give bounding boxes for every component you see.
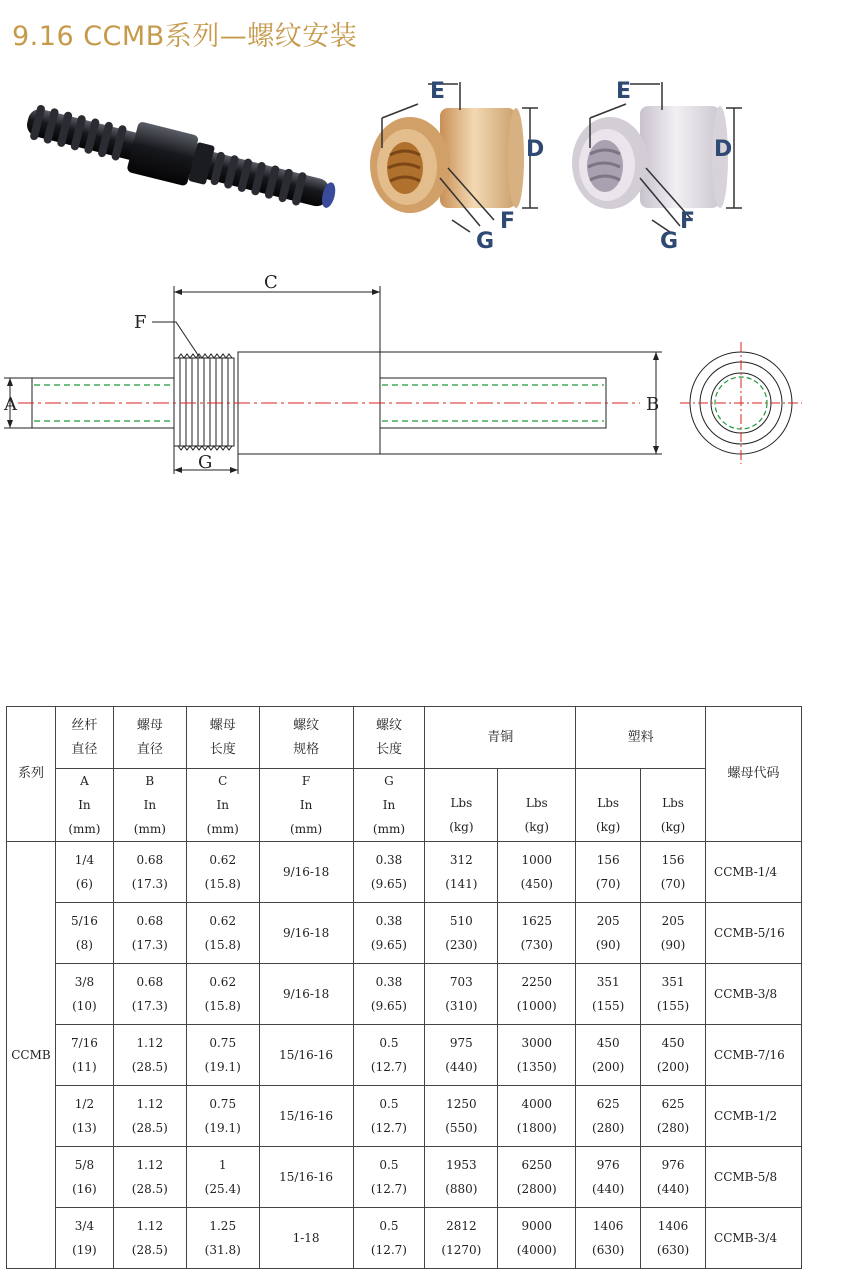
table-cell-b xyxy=(113,1086,186,1147)
header-bronze: 青铜 xyxy=(425,707,576,769)
cell-text: (880) xyxy=(445,1182,478,1196)
cell-text: 0.68 xyxy=(136,914,164,928)
cell-text: (90) xyxy=(660,938,686,952)
unit-cell xyxy=(576,769,641,842)
table-cell-b xyxy=(113,1208,186,1269)
table-cell-g xyxy=(353,1086,425,1147)
cell-text: (440) xyxy=(656,1182,690,1196)
table-cell-br2 xyxy=(498,1025,576,1086)
cell-text: 450 xyxy=(596,1036,620,1050)
unit-text: In xyxy=(299,798,313,812)
drawing-label-g: G xyxy=(198,452,213,473)
table-cell-br1 xyxy=(425,964,498,1025)
table-cell-pl2 xyxy=(641,1086,706,1147)
table-row xyxy=(7,903,802,964)
cell-text: (1270) xyxy=(441,1243,482,1257)
header-nut-len xyxy=(186,707,259,769)
header-series: 系列 xyxy=(7,707,56,842)
table-cell-g xyxy=(353,1147,425,1208)
table-row xyxy=(7,1208,802,1269)
table-row xyxy=(7,1086,802,1147)
table-cell-br2 xyxy=(498,842,576,903)
cell-text: (9.65) xyxy=(370,999,407,1013)
cell-text: (19.1) xyxy=(204,1060,241,1074)
spec-table xyxy=(6,706,802,1269)
cell-text: (310) xyxy=(445,999,478,1013)
unit-text: (mm) xyxy=(372,822,406,836)
table-cell-f: 1-18 xyxy=(259,1208,353,1269)
unit-text: In xyxy=(143,798,157,812)
cell-text: 0.68 xyxy=(136,975,164,989)
unit-text: G xyxy=(384,774,394,788)
table-cell-c xyxy=(186,1208,259,1269)
cell-text: 3000 xyxy=(521,1036,553,1050)
unit-text: (kg) xyxy=(595,820,621,834)
cell-text: (200) xyxy=(592,1060,625,1074)
table-cell-g xyxy=(353,1208,425,1269)
unit-text: Lbs xyxy=(450,796,473,810)
header-text: 长度 xyxy=(209,741,236,757)
cell-text: (10) xyxy=(72,999,97,1013)
unit-cell xyxy=(498,769,576,842)
table-row xyxy=(7,842,802,903)
header-text: 规格 xyxy=(293,741,320,757)
header-row-1 xyxy=(7,707,802,769)
table-cell-f: 9/16-18 xyxy=(259,903,353,964)
table-cell-br1 xyxy=(425,1086,498,1147)
cell-text: (28.5) xyxy=(131,1182,168,1196)
cell-text: (550) xyxy=(445,1121,478,1135)
nut-code-cell: CCMB-7/16 xyxy=(706,1025,802,1086)
cell-text: 975 xyxy=(449,1036,473,1050)
header-text: 螺纹 xyxy=(375,717,402,733)
header-thread-len xyxy=(353,707,425,769)
table-cell-c xyxy=(186,1147,259,1208)
unit-text: (kg) xyxy=(449,820,474,834)
cell-text: 1250 xyxy=(446,1097,477,1111)
cell-text: (4000) xyxy=(516,1243,557,1257)
nut-code-cell: CCMB-3/8 xyxy=(706,964,802,1025)
cell-text: (70) xyxy=(595,877,621,891)
cell-text: 1406 xyxy=(592,1219,624,1233)
cell-text: 1.25 xyxy=(209,1219,237,1233)
table-cell-pl1 xyxy=(576,1025,641,1086)
cell-text: 0.75 xyxy=(209,1097,237,1111)
photo-label-d: D xyxy=(526,137,545,162)
cell-text: (90) xyxy=(595,938,621,952)
cell-text: 205 xyxy=(661,914,685,928)
unit-text: (kg) xyxy=(524,820,549,834)
cell-text: 351 xyxy=(661,975,685,989)
nut-code-cell: CCMB-5/8 xyxy=(706,1147,802,1208)
header-text: 螺母 xyxy=(209,717,236,733)
cell-text: 0.75 xyxy=(209,1036,237,1050)
table-row xyxy=(7,1147,802,1208)
cell-text: 205 xyxy=(596,914,620,928)
table-cell-a xyxy=(55,964,113,1025)
nut-code-cell: CCMB-3/4 xyxy=(706,1208,802,1269)
cell-text: 450 xyxy=(661,1036,685,1050)
cell-text: (19) xyxy=(72,1243,97,1257)
cell-text: (141) xyxy=(445,877,478,891)
table-cell-a xyxy=(55,842,113,903)
cell-text: 312 xyxy=(449,853,473,867)
cell-text: (630) xyxy=(592,1243,625,1257)
table-cell-b xyxy=(113,964,186,1025)
table-cell-g xyxy=(353,964,425,1025)
cell-text: 625 xyxy=(596,1097,620,1111)
unit-cell xyxy=(425,769,498,842)
cell-text: (230) xyxy=(445,938,478,952)
cell-text: (12.7) xyxy=(370,1182,407,1196)
table-cell-a xyxy=(55,1025,113,1086)
cell-text: 0.68 xyxy=(136,853,164,867)
unit-text: B xyxy=(145,774,155,788)
cell-text: 0.62 xyxy=(209,975,237,989)
cell-text: 976 xyxy=(661,1158,685,1172)
cell-text: 1.12 xyxy=(136,1036,164,1050)
nut-code-cell: CCMB-1/2 xyxy=(706,1086,802,1147)
cell-text: 156 xyxy=(661,853,685,867)
page-title: 9.16 CCMB系列—螺纹安装 xyxy=(12,21,358,52)
table-row xyxy=(7,1025,802,1086)
cell-text: (13) xyxy=(72,1121,97,1135)
table-cell-br1 xyxy=(425,1147,498,1208)
technical-drawing xyxy=(0,262,858,492)
table-cell-br1 xyxy=(425,903,498,964)
cell-text: 1.12 xyxy=(136,1097,164,1111)
cell-text: (440) xyxy=(592,1182,625,1196)
table-cell-f: 15/16-16 xyxy=(259,1025,353,1086)
cell-text: (28.5) xyxy=(131,1243,168,1257)
cell-text: (70) xyxy=(660,877,686,891)
cell-text: (630) xyxy=(656,1243,690,1257)
header-text: 丝杆 xyxy=(71,717,98,733)
cell-text: (28.5) xyxy=(131,1060,168,1074)
unit-text: In xyxy=(382,798,396,812)
cell-text: 0.62 xyxy=(209,853,237,867)
unit-text: In xyxy=(78,798,91,812)
table-cell-pl1 xyxy=(576,1086,641,1147)
cell-text: (280) xyxy=(656,1121,690,1135)
cell-text: 703 xyxy=(449,975,473,989)
table-cell-c xyxy=(186,964,259,1025)
unit-cell xyxy=(113,769,186,842)
cell-text: (1350) xyxy=(516,1060,557,1074)
cell-text: 0.38 xyxy=(375,853,403,867)
drawing-label-f: F xyxy=(134,312,147,333)
table-cell-c xyxy=(186,1025,259,1086)
table-cell-pl2 xyxy=(641,1147,706,1208)
cell-text: 1.12 xyxy=(136,1158,164,1172)
cell-text: 0.62 xyxy=(209,914,237,928)
cell-text: (15.8) xyxy=(204,999,241,1013)
cell-text: (15.8) xyxy=(204,877,241,891)
header-screw-dia xyxy=(55,707,113,769)
cell-text: (25.4) xyxy=(204,1182,241,1196)
unit-cell xyxy=(353,769,425,842)
unit-text: A xyxy=(80,774,89,788)
cell-text: (155) xyxy=(656,999,690,1013)
thread-ticks xyxy=(178,354,232,450)
unit-text: Lbs xyxy=(525,796,548,810)
drawing-label-b: B xyxy=(646,394,660,415)
table-cell-b xyxy=(113,1025,186,1086)
nut-code-cell: CCMB-5/16 xyxy=(706,903,802,964)
product-photos xyxy=(0,60,858,270)
cell-text: 0.38 xyxy=(375,914,403,928)
cell-text: (15.8) xyxy=(204,938,241,952)
cell-text: 2250 xyxy=(521,975,553,989)
photo-label-d-2: D xyxy=(714,137,733,162)
cell-text: 976 xyxy=(596,1158,620,1172)
cell-text: 7/16 xyxy=(70,1036,98,1050)
photo-label-g-2: G xyxy=(660,229,679,254)
cell-text: 3/8 xyxy=(74,975,95,989)
table-cell-c xyxy=(186,1086,259,1147)
drawing-label-a: A xyxy=(4,394,17,415)
header-text: 直径 xyxy=(136,741,163,757)
cell-text: (16) xyxy=(72,1182,97,1196)
header-text: 螺纹 xyxy=(293,717,320,733)
table-cell-br1 xyxy=(425,1208,498,1269)
cell-text: 156 xyxy=(596,853,620,867)
cell-text: (17.3) xyxy=(131,938,168,952)
table-cell-pl1 xyxy=(576,964,641,1025)
cell-text: (12.7) xyxy=(370,1121,407,1135)
photo-label-f-2: F xyxy=(680,209,696,234)
unit-text: (mm) xyxy=(290,822,323,836)
table-cell-f: 9/16-18 xyxy=(259,964,353,1025)
dimension-arrows xyxy=(7,289,659,473)
cell-text: 5/8 xyxy=(74,1158,95,1172)
cell-text: 1000 xyxy=(521,853,553,867)
cell-text: 2812 xyxy=(446,1219,477,1233)
table-cell-c xyxy=(186,903,259,964)
drawing-label-c: C xyxy=(264,272,278,293)
cell-text: 9000 xyxy=(521,1219,553,1233)
table-cell-c xyxy=(186,842,259,903)
cell-text: (1000) xyxy=(516,999,557,1013)
photo-label-e: E xyxy=(430,79,446,104)
table-cell-br2 xyxy=(498,1086,576,1147)
unit-text: Lbs xyxy=(597,796,620,810)
table-cell-pl2 xyxy=(641,1025,706,1086)
header-row-units xyxy=(7,769,802,842)
table-cell-g xyxy=(353,842,425,903)
cell-text: 4000 xyxy=(521,1097,553,1111)
cell-text: (17.3) xyxy=(131,999,168,1013)
cell-text: 625 xyxy=(661,1097,685,1111)
header-thread-spec xyxy=(259,707,353,769)
cell-text: (12.7) xyxy=(370,1060,407,1074)
nut-code-cell: CCMB-1/4 xyxy=(706,842,802,903)
unit-cell xyxy=(55,769,113,842)
cell-text: (2800) xyxy=(516,1182,557,1196)
cell-text: 0.5 xyxy=(379,1097,399,1111)
table-cell-a xyxy=(55,1147,113,1208)
unit-text: In xyxy=(216,798,229,812)
cell-text: (280) xyxy=(592,1121,625,1135)
cell-text: 0.5 xyxy=(379,1158,399,1172)
cell-text: (11) xyxy=(72,1060,97,1074)
cell-text: 351 xyxy=(596,975,620,989)
cell-text: 6250 xyxy=(521,1158,553,1172)
table-cell-a xyxy=(55,903,113,964)
cell-text: (9.65) xyxy=(370,938,407,952)
header-plastic: 塑料 xyxy=(576,707,706,769)
cell-text: (440) xyxy=(445,1060,478,1074)
series-cell: CCMB xyxy=(7,842,56,1269)
cell-text: (200) xyxy=(656,1060,690,1074)
table-cell-b xyxy=(113,903,186,964)
photo-label-f: F xyxy=(500,209,516,234)
photo-label-e-2: E xyxy=(616,79,632,104)
header-text: 直径 xyxy=(71,741,98,757)
table-cell-g xyxy=(353,1025,425,1086)
table-cell-pl2 xyxy=(641,842,706,903)
table-cell-br2 xyxy=(498,1147,576,1208)
unit-text: F xyxy=(301,774,311,788)
table-cell-f: 9/16-18 xyxy=(259,842,353,903)
unit-text: C xyxy=(218,774,228,788)
cell-text: (12.7) xyxy=(370,1243,407,1257)
cell-text: (31.8) xyxy=(204,1243,241,1257)
table-cell-br2 xyxy=(498,903,576,964)
cell-text: (450) xyxy=(520,877,553,891)
cell-text: (6) xyxy=(75,877,93,891)
unit-cell xyxy=(641,769,706,842)
cell-text: 0.38 xyxy=(375,975,403,989)
table-row xyxy=(7,964,802,1025)
cell-text: 1625 xyxy=(521,914,553,928)
header-nut-dia xyxy=(113,707,186,769)
cell-text: (17.3) xyxy=(131,877,168,891)
table-cell-br2 xyxy=(498,964,576,1025)
table-cell-a xyxy=(55,1208,113,1269)
table-cell-g xyxy=(353,903,425,964)
cell-text: 510 xyxy=(449,914,473,928)
unit-text: Lbs xyxy=(662,796,684,810)
cell-text: (19.1) xyxy=(204,1121,241,1135)
cell-text: 1/4 xyxy=(74,853,95,867)
cell-text: 5/16 xyxy=(70,914,98,928)
cell-text: (1800) xyxy=(516,1121,557,1135)
table-cell-f: 15/16-16 xyxy=(259,1086,353,1147)
table-cell-pl2 xyxy=(641,964,706,1025)
header-text: 长度 xyxy=(375,741,402,757)
cell-text: 1 xyxy=(218,1158,227,1172)
end-view xyxy=(680,342,802,464)
cell-text: 1406 xyxy=(657,1219,689,1233)
table-cell-pl1 xyxy=(576,903,641,964)
table-cell-pl2 xyxy=(641,903,706,964)
cell-text: (155) xyxy=(592,999,625,1013)
header-text: 螺母 xyxy=(136,717,163,733)
screw-assembly-photo xyxy=(22,95,341,222)
table-cell-br1 xyxy=(425,842,498,903)
cell-text: 0.5 xyxy=(379,1036,399,1050)
cell-text: (8) xyxy=(75,938,93,952)
table-cell-pl1 xyxy=(576,842,641,903)
unit-text: (kg) xyxy=(660,820,686,834)
cell-text: 1953 xyxy=(446,1158,477,1172)
table-cell-b xyxy=(113,1147,186,1208)
unit-cell xyxy=(259,769,353,842)
cell-text: 0.5 xyxy=(379,1219,399,1233)
unit-cell xyxy=(186,769,259,842)
cell-text: (730) xyxy=(520,938,553,952)
table-cell-pl1 xyxy=(576,1208,641,1269)
table-cell-pl2 xyxy=(641,1208,706,1269)
photo-label-g: G xyxy=(476,229,495,254)
table-cell-b xyxy=(113,842,186,903)
unit-text: (mm) xyxy=(133,822,166,836)
cell-text: 1.12 xyxy=(136,1219,164,1233)
cell-text: 3/4 xyxy=(74,1219,95,1233)
table-cell-f: 15/16-16 xyxy=(259,1147,353,1208)
table-cell-br2 xyxy=(498,1208,576,1269)
unit-text: (mm) xyxy=(206,822,239,836)
cell-text: (28.5) xyxy=(131,1121,168,1135)
header-nut-code: 螺母代码 xyxy=(706,707,802,842)
cell-text: 1/2 xyxy=(74,1097,95,1111)
unit-text: (mm) xyxy=(68,822,101,836)
cell-text: (9.65) xyxy=(370,877,407,891)
table-cell-br1 xyxy=(425,1025,498,1086)
table-cell-a xyxy=(55,1086,113,1147)
table-cell-pl1 xyxy=(576,1147,641,1208)
